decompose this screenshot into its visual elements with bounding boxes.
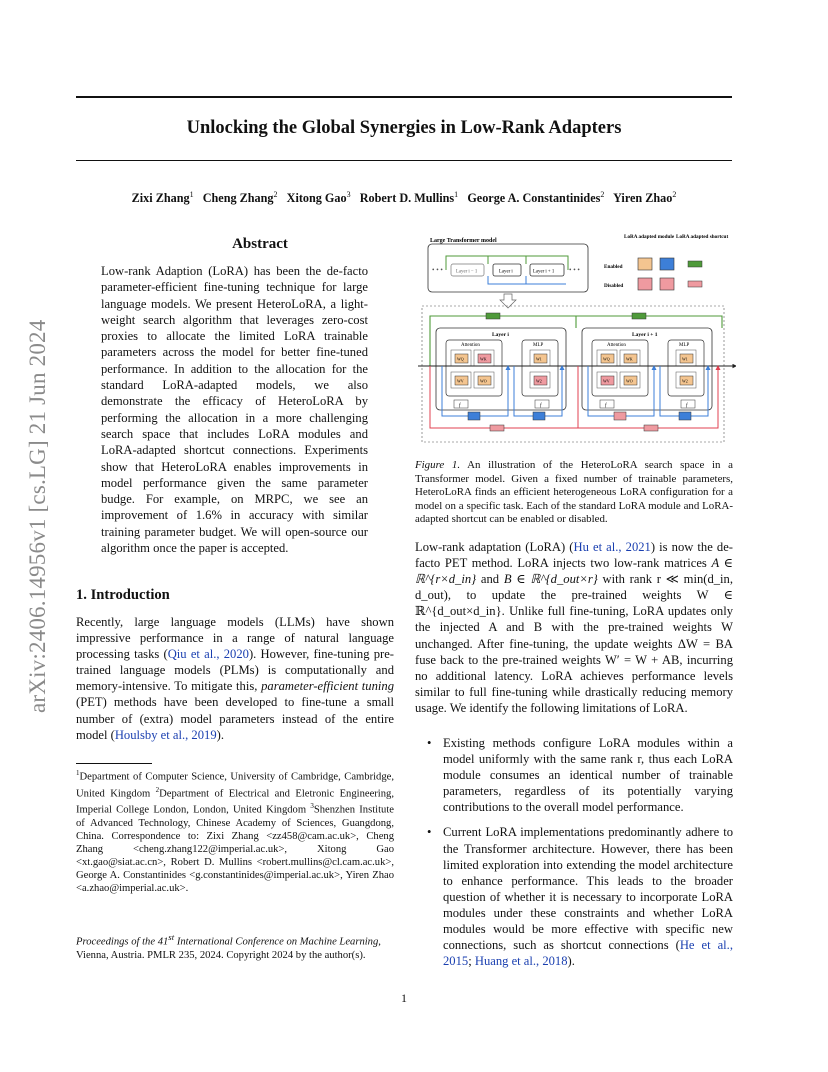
weight-label: W2 — [536, 378, 542, 384]
weight-label: WV — [603, 378, 610, 384]
introduction-heading: 1. Introduction — [76, 587, 170, 603]
bullet-sep: ; — [468, 954, 475, 969]
citation-link[interactable]: Huang et al., 2018 — [474, 954, 568, 969]
arxiv-stamp: arXiv:2406.14956v1 [cs.LG] 21 Jun 2024 — [25, 319, 50, 713]
author-affiliation: 2 — [273, 190, 278, 199]
author-affiliation: 1 — [454, 190, 459, 199]
layer-next-title: Layer i + 1 — [632, 332, 658, 338]
weight-label: WQ — [603, 356, 610, 362]
mlp-label: MLP — [533, 343, 544, 348]
proceedings-italic: Proceedings of the 41 — [76, 936, 169, 948]
legend-lora-shortcut: LoRA adapted shortcut — [676, 234, 729, 240]
title-rule — [76, 160, 732, 161]
math-expression: B ∈ ℝ^{d_out×r} — [503, 572, 598, 587]
limitations-list — [415, 735, 733, 978]
author-name: Cheng Zhang — [202, 191, 274, 206]
legend-enabled-module — [638, 258, 652, 270]
caption-text: An illustration of the HeteroLoRA search space in a Transformer model. Given a fixed number of trainable parameters, HeteroLoRA finds an efficient heterogeneous LoRA configuration for a model on a specific task. Each of the standard LoRA module and LoRA-adapted shortcut can be enabled or disabled. — [415, 459, 733, 526]
figure-caption — [415, 459, 733, 527]
footnote-rule — [76, 763, 152, 764]
red-adapter — [490, 425, 504, 431]
author-affiliation: 2 — [600, 190, 605, 199]
function-box — [535, 400, 549, 408]
author-name: Zixi Zhang — [131, 191, 190, 206]
intro-text: ). However, fine-tuning pre-trained language models (PLMs) is computationally and memory-intensive. To mitigate this, — [76, 647, 394, 694]
red-adapter — [644, 425, 658, 431]
legend-disabled-module — [638, 278, 652, 290]
bullet-icon: • — [427, 736, 432, 750]
ellipsis-left: • • • — [432, 266, 443, 274]
affiliation-3: Shenzhen Institute of Advanced Technology, Chinese Academy of Sciences, Guangdong, China. — [76, 804, 394, 842]
author-name: Yiren Zhao — [613, 191, 673, 206]
abstract-text: Low-rank Adaption (LoRA) has been the de-facto parameter-efficient fine-tuning technique for large language models. We present HeteroLoRA, a light-weight search algorithm that leverages zero-cost proxies to allocate the limited LoRA trainable parameters across the model for better fine-tuned performance. In addition to the allocation for the standard LoRA-adapted models, we also demonstrate the efficacy of HeteroLoRA by performing the allocation in a more challenging search space that includes LoRA modules and LoRA-adapted shortcut connections. Experiments show that HeteroLoRA enables improvements in model performance given the same parameter budge. For example, on MRPC, we see an improvement of 1.6% in accuracy with similar training parameter budget. We will open-source our algorithm once the paper is accepted. — [101, 264, 368, 556]
affiliation-footnote: $^1$Department of Computer Science, University of Cambridge, Cambridge, United Kingdom $^2$Department of Electrical and Eletronic Engineering, Imperial College London, London, United Kingdom $^3$Shenzhen Institute of Advanced Technology, Chinese Academy of Sciences, Guangdong, China. Correspondence to: Zixi Zhang <zz458@cam.ac.uk>, Cheng Zhang <cheng.zhang122@imperial.ac.uk>, Xitong Gao <xt.gao@siat.ac.cn>, Robert D. Mullins <robert.mullins@cl.cam.ac.uk>, George A. Constantinides <g.constantinides@imperial.ac.uk>, Yiren Zhao <a.zhao@imperial.ac.uk>. — [76, 769, 394, 895]
weight-label: WO — [480, 378, 487, 384]
top-rule — [76, 96, 732, 98]
function-label: f — [686, 403, 688, 409]
blue-adapter — [679, 412, 691, 420]
layer-prev-label: Layer i − 1 — [456, 269, 478, 275]
weight-label: WV — [457, 378, 464, 384]
figure-heterolora — [418, 230, 736, 452]
layer-i-label: Layer i — [499, 269, 513, 275]
author-name: Xitong Gao — [286, 191, 347, 206]
weight-label: WK — [626, 356, 633, 362]
function-box — [454, 400, 468, 408]
blue-adapter-disabled — [614, 412, 626, 420]
author-name: Robert D. Mullins — [359, 191, 455, 206]
introduction-paragraph — [76, 614, 394, 743]
lora-text: ) is now the de-facto PET method. LoRA injects two low-rank matrices — [415, 540, 733, 571]
large-model-label: Large Transformer model — [430, 238, 497, 244]
green-adapter-a — [486, 313, 500, 319]
function-label: f — [605, 403, 607, 409]
bullet-text: Existing methods configure LoRA modules within a model uniformly with the same rank r, thus each LoRA module consumes an identical number of trainable parameters, regardless of its potentially varying contributions to the overall model performance. — [443, 736, 733, 815]
layer-i-detail — [436, 328, 566, 410]
blue-adapter — [468, 412, 480, 420]
lora-paragraph — [415, 539, 733, 716]
citation-link[interactable]: Houlsby et al., 2019 — [114, 727, 217, 742]
author-name: George A. Constantinides — [467, 191, 601, 206]
legend-enabled-blue — [660, 258, 674, 270]
layer-i-title: Layer i — [492, 332, 509, 338]
list-item — [415, 824, 733, 969]
proceedings-rest: , Vienna, Austria. PMLR 235, 2024. Copyright 2024 by the author(s). — [76, 936, 381, 961]
weight-label: W1 — [536, 356, 542, 362]
legend-lora-module: LoRA adapted module — [624, 234, 675, 240]
lora-text: and — [476, 572, 504, 587]
citation-link[interactable]: Hu et al., 2021 — [573, 540, 651, 554]
affiliation-2: Department of Electrical and Eletronic Engineering, Imperial College London, London, United Kingdom — [76, 788, 394, 816]
weight-label: W2 — [682, 378, 688, 384]
intro-text: Recently, large language models (LLMs) have shown impressive performance in a range of natural language processing tasks ( — [76, 615, 394, 662]
layer-next-detail — [582, 328, 712, 410]
legend-enabled-green — [688, 261, 702, 267]
citation-link[interactable]: He et al., 2015 — [443, 938, 733, 969]
bullet-text: ). — [567, 954, 575, 969]
author-affiliation: 2 — [672, 190, 677, 199]
paper-title: Unlocking the Global Synergies in Low-Rank Adapters — [186, 118, 622, 138]
blue-adapter — [533, 412, 545, 420]
proceedings-note — [76, 931, 394, 962]
intro-text: ). — [216, 727, 224, 742]
legend-disabled: Disabled — [604, 283, 624, 289]
author-affiliation: 1 — [189, 190, 194, 199]
green-adapter-b — [632, 313, 646, 319]
attention-label: Attention — [607, 343, 626, 348]
affiliation-1: Department of Computer Science, University of Cambridge, Cambridge, United Kingdom — [76, 771, 394, 800]
mlp-label: MLP — [679, 343, 690, 348]
bullet-icon: • — [427, 825, 432, 840]
proceedings-italic-2: International Conference on Machine Learning — [174, 936, 379, 948]
lora-text: Low-rank adaptation (LoRA) ( — [415, 540, 574, 554]
function-label: f — [459, 403, 461, 409]
weight-label: W1 — [682, 356, 688, 362]
function-box — [681, 400, 695, 408]
legend-disabled-green — [688, 281, 702, 287]
weight-label: WQ — [457, 356, 464, 362]
ellipsis-right: • • • — [569, 266, 580, 274]
author-list — [76, 190, 732, 206]
function-label: f — [540, 403, 542, 409]
bullet-text: Current LoRA implementations predominantly adhere to the Transformer architecture. However, there has been limited exploration into extending the model architecture to enhance performance. This leads to the broader question of whether it is necessary to incorporate LoRA modules under these constraints and whether LoRA modules would be more effective with specific new connections, such as shortcut connections ( — [443, 825, 733, 953]
attention-label: Attention — [461, 343, 480, 348]
weight-label: WO — [626, 378, 633, 384]
list-item — [415, 735, 733, 815]
intro-italic: parameter-efficient tuning — [261, 679, 394, 694]
function-box — [600, 400, 614, 408]
proceedings-sup: st — [168, 932, 175, 942]
lora-text: with rank r ≪ min(d_in, d_out), to update the pre-trained weights W ∈ ℝ^{d_out×d_in}. Unlike full fine-tuning, LoRA updates only the injected A and B with the pre-trained weights W unchanged. After fine-tuning, the update weights ΔW = BA fuse back to the pre-trained weights W′ = W + AB, incurring no additional latency. LoRA achieves performance levels similar to full fine-tuning while drastically reducing memory usage. We identify the following limitations of LoRA. — [415, 572, 733, 715]
intro-text: (PET) methods have been developed to fine-tune a small number of (extra) model parameters instead of the entire model ( — [76, 695, 394, 742]
abstract-heading: Abstract — [232, 236, 288, 252]
correspondence: Correspondence to: Zixi Zhang <zz458@cam.ac.uk>, Cheng Zhang <cheng.zhang122@imperial.ac.uk>, Xitong Gao <xt.gao@siat.ac.cn>, Robert D. Mullins <robert.mullins@cl.cam.ac.uk>, George A. Constantinides <g.constantinides@imperial.ac.uk>, Yiren Zhao <a.zhao@imperial.ac.uk>. — [76, 830, 394, 895]
math-expression: A ∈ ℝ^{r×d_in} — [415, 556, 734, 587]
layer-next-label: Layer i + 1 — [533, 269, 555, 275]
page-number: 1 — [401, 991, 407, 1005]
author-affiliation: 3 — [346, 190, 351, 199]
citation-link[interactable]: Qiu et al., 2020 — [167, 647, 249, 662]
caption-label: Figure 1. — [415, 459, 461, 471]
legend-enabled: Enabled — [604, 264, 623, 270]
weight-label: WK — [480, 356, 487, 362]
figure-diagram — [418, 230, 736, 452]
legend-disabled-blue — [660, 278, 674, 290]
